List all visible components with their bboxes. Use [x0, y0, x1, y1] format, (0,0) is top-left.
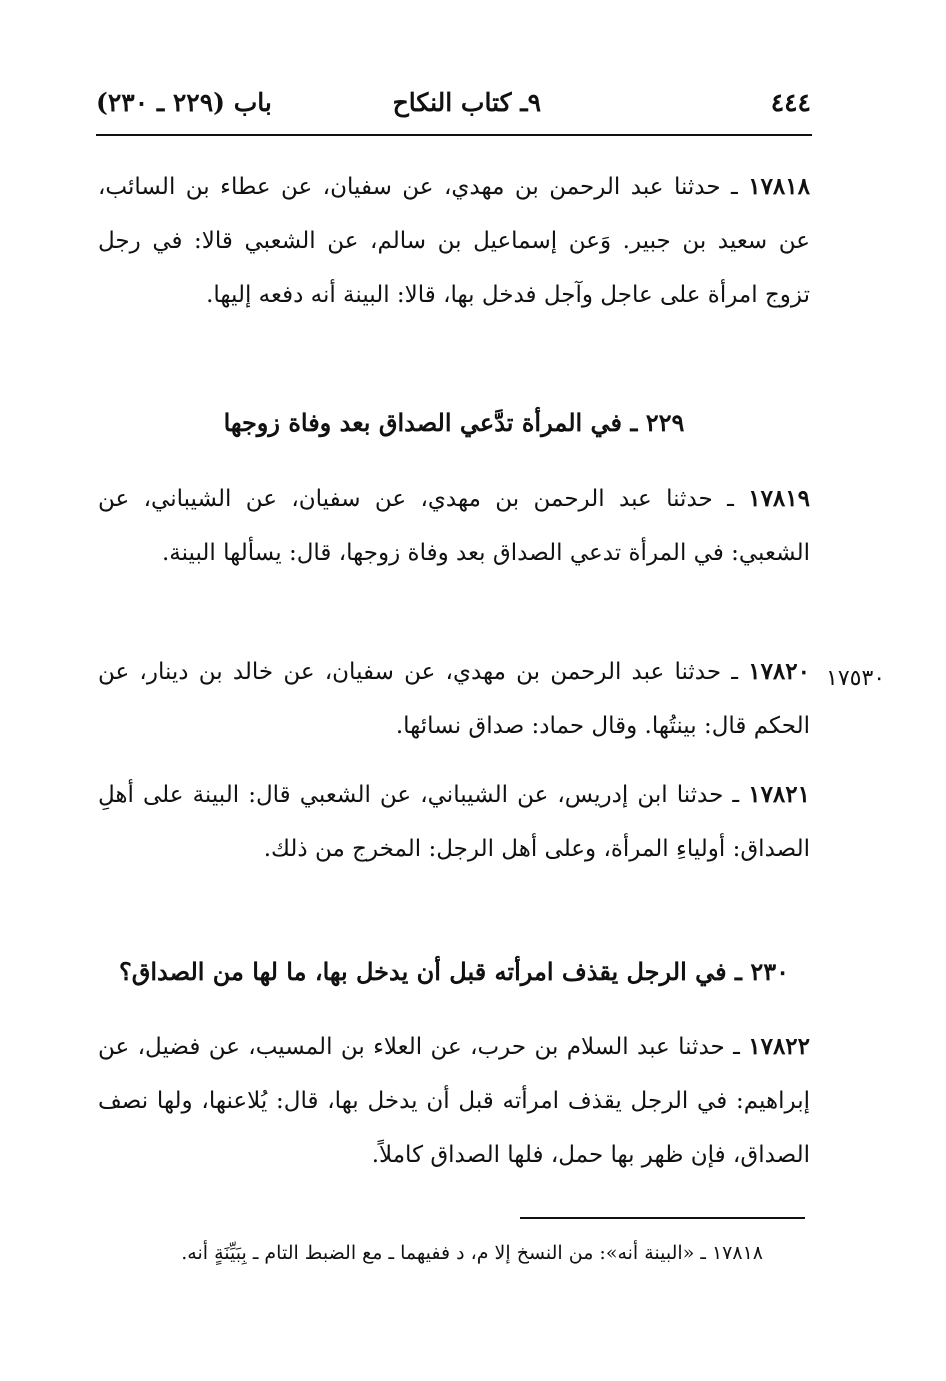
- hadith-number: ١٧٨٢١: [748, 781, 810, 808]
- chapter-heading-229: ٢٢٩ ـ في المرأة تدَّعي الصداق بعد وفاة زوجها: [223, 408, 685, 437]
- hadith-17822: [98, 1020, 810, 1182]
- hadith-text: ـ حدثنا عبد السلام بن حرب، عن العلاء بن المسيب، عن فضيل، عن إبراهيم: في الرجل يقذف امرأته قبل أن يدخل بها، قال: يُلاعنها، ولها نصف الصداق، فإن ظهر بها حمل، فلها الصداق كاملاً.: [98, 1034, 810, 1168]
- hadith-text: ـ حدثنا عبد الرحمن بن مهدي، عن سفيان، عن الشيباني، عن الشعبي: في المرأة تدعي الصداق بعد وفاة زوجها، قال: يسألها البينة.: [98, 486, 810, 566]
- page-number: ٤٤٤: [770, 88, 811, 117]
- chapter-range: باب (٢٢٩ ـ ٢٣٠): [96, 88, 272, 117]
- header-divider: [96, 134, 812, 136]
- marginal-number: ١٧٥٣٠: [826, 666, 886, 691]
- hadith-17820: [98, 645, 810, 753]
- hadith-number: ١٧٨١٨: [748, 173, 810, 200]
- book-title: ٩ـ كتاب النكاح: [392, 88, 541, 117]
- hadith-number: ١٧٨١٩: [748, 485, 810, 512]
- footnote-text: ـ «البينة أنه»: من النسخ إلا م، د ففيهما ـ مع الضبط التام ـ بِبَيِّنَةٍ أنه.: [181, 1242, 712, 1264]
- hadith-17819: [98, 472, 810, 580]
- footnote: [98, 1236, 763, 1270]
- footnote-divider: [520, 1217, 805, 1219]
- hadith-number: ١٧٨٢٠: [748, 658, 810, 685]
- hadith-text: ـ حدثنا ابن إدريس، عن الشيباني، عن الشعبي قال: البينة على أهلِ الصداق: أولياءِ المرأة، وعلى أهل الرجل: المخرج من ذلك.: [98, 782, 810, 862]
- hadith-text: ـ حدثنا عبد الرحمن بن مهدي، عن سفيان، عن عطاء بن السائب، عن سعيد بن جبير. وَعن إسماعيل بن سالم، عن الشعبي قالا: في رجل تزوج امرأة على عاجل وآجل فدخل بها، قالا: البينة أنه دفعه إليها.: [98, 174, 810, 308]
- chapter-heading-230: ٢٣٠ ـ في الرجل يقذف امرأته قبل أن يدخل بها، ما لها من الصداق؟: [119, 957, 789, 986]
- running-header: [96, 88, 811, 128]
- footnote-number: ١٧٨١٨: [711, 1242, 763, 1264]
- hadith-number: ١٧٨٢٢: [748, 1033, 811, 1060]
- hadith-17818: [98, 160, 810, 322]
- hadith-text: ـ حدثنا عبد الرحمن بن مهدي، عن سفيان، عن خالد بن دينار، عن الحكم قال: بينتُها. وقال حماد: صداق نسائها.: [98, 659, 810, 739]
- hadith-17821: [98, 768, 810, 876]
